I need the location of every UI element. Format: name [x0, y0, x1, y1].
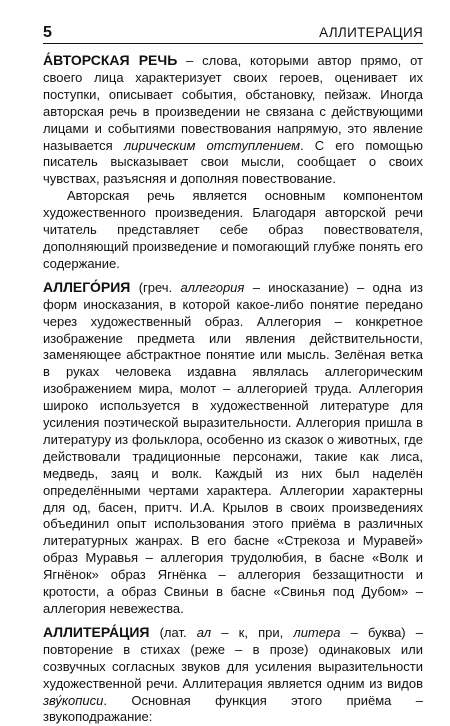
italic-phrase: аллегория	[180, 279, 245, 295]
text-run: – слова, которыми автор прямо, от своего лица характеризует своих героев, оценивает их поступки, описывает события, обстановку, пейзаж. Иногда авторская речь в произведении не связана с действующими лицами и событиями повествования напрямую, это явление называется	[43, 53, 423, 153]
text-run: (греч.	[130, 279, 181, 295]
entry-term: А́ВТОРСКАЯ РЕЧЬ	[43, 52, 178, 68]
entry-term: АЛЛИТЕРА́ЦИЯ	[43, 623, 150, 640]
dictionary-text	[43, 52, 423, 726]
italic-phrase: литера	[293, 624, 341, 640]
entry-term: АЛЛЕГО́РИЯ	[43, 278, 131, 295]
entry-definition	[43, 52, 423, 188]
entry-definition	[43, 624, 423, 726]
text-run: . Основная функция этого приёма – звукоподражание:	[43, 692, 423, 725]
dictionary-entry	[43, 279, 423, 618]
page-number: 5	[43, 24, 52, 41]
text-run: (лат.	[149, 624, 197, 640]
text-run: – иносказание) – одна из форм иносказания, в которой какое-либо понятие передано через художественный образ. Аллегория – конкретное изображение предмета или явления действительности, заменяющее абстрактное понятие или мысль. Зелёная ветка в руках человека издавна являлась аллегорическим изображением мира, молот – аллегорией труда. Аллегория широко используется в художественной литературе для усиления поэтической выразительности. Аллегория пришла в литературу из фольклора, особенно из сказок о животных, где действовали традиционные персонажи, такие как лиса, медведь, заяц и волк. Каждый из них был наделён определёнными чертами характера. Аллегории характерны для од, басен, притч. И.А. Крылов в своих произведениях объединил опыт использования этого приёма в различных литературных жанрах. В его басне «Стрекоза и Муравей» образ Муравья – аллегория трудолюбия, в басне «Волк и Ягнёнок» образ Ягнёнка – аллегория беззащитности и кротости, а образ Свиньи в басне «Свинья под Дубом» – аллегория невежества.	[43, 279, 423, 616]
running-head	[43, 19, 423, 44]
running-section-title: АЛЛИТЕРАЦИЯ	[319, 25, 423, 40]
italic-phrase: ал	[196, 624, 212, 640]
entry-paragraph	[43, 188, 423, 273]
italic-phrase: зву́кописи	[43, 692, 104, 708]
dictionary-entry	[43, 52, 423, 273]
italic-phrase: лирическим отступлением	[123, 137, 301, 153]
text-run: . С его помощью писатель высказывает свои мысли, сообщает о своих чувствах, разъясняя и дополняя повествование.	[43, 137, 423, 187]
entry-definition	[43, 279, 423, 618]
text-run: – буква) – повторение в стихах (реже – в прозе) одинаковых или созвучных согласных звуков для усиления выразительности художественной речи. Аллитерация является одним из видов	[43, 624, 423, 691]
text-run: Авторская речь является основным компонентом художественного произведения. Благодаря авторской речи читатель представляет себе образ повествователя, дополняющий произведение и помогающий глубже понять его содержание.	[43, 188, 423, 271]
text-run: – к, при,	[211, 624, 294, 640]
dictionary-entry	[43, 624, 423, 726]
